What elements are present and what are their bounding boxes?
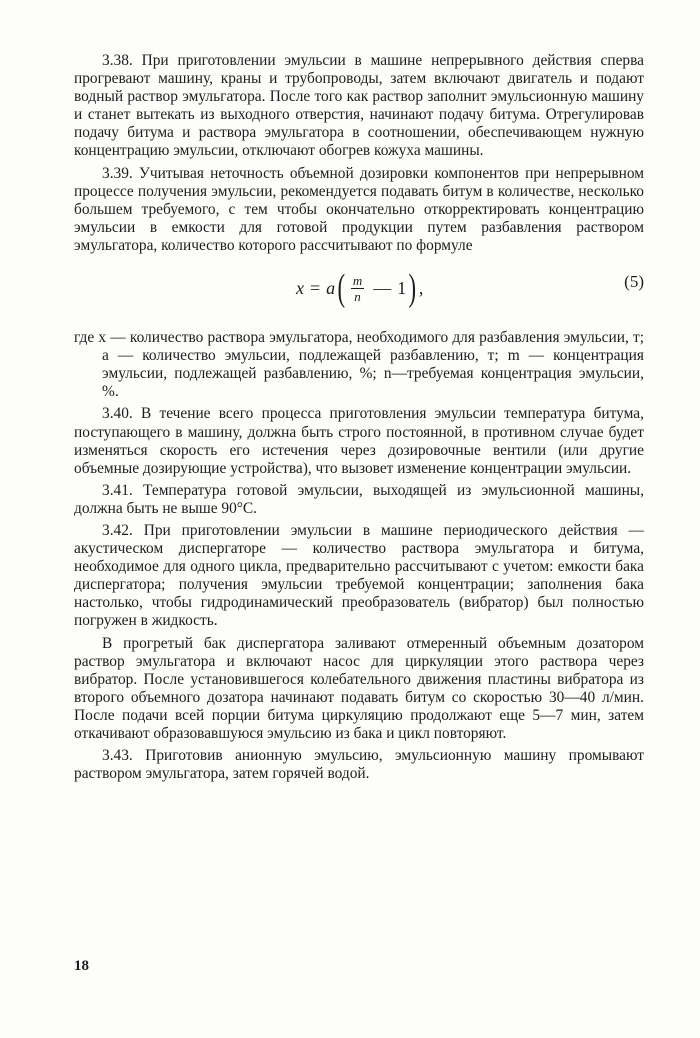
formula-legend: где x — количество раствора эмульгатора, необходимого для разбавления эмульсии, т; a — количество эмульсии, подлежащей разбавлению, т; m — концентрация эмульсии, подлежащей разбавлению, %; n—требуемая концентрация эмульсии, %. <box>74 329 644 401</box>
body-text <box>74 52 644 787</box>
formula-right-paren: ) <box>408 267 417 310</box>
formula-a: a <box>326 277 336 298</box>
formula-equals: = <box>310 277 321 298</box>
paragraph-3-40: 3.40. В течение всего процесса приготовления эмульсии температура битума, поступающего в машину, должна быть строго постоянной, в противном случае будет изменяться скорость его истечения через дозировочные вентили (или другие объемные дозирующие устройства), что вызовет изменение концентрации эмульсии. <box>74 405 644 477</box>
paragraph-3-39: 3.39. Учитывая неточность объемной дозировки компонентов при непрерывном процессе получения эмульсии, рекомендуется подавать битум в количестве, несколько большем требуемого, с тем чтобы окончательно откорректировать концентрацию эмульсии в емкости для готовой продукции путем разбавления раствором эмульгатора, количество которого рассчитывают по формуле <box>74 164 644 254</box>
paragraph-3-38: 3.38. При приготовлении эмульсии в машине непрерывного действия сперва прогревают машину, краны и трубопроводы, затем включают двигатель и подают водный раствор эмульгатора. После того как раствор заполнит эмульсионную машину и станет вытекать из выходного отверстия, начинают подачу битума. Отрегулировав подачу битума и раствора эмульгатора в соотношении, обеспечивающем нужную концентрацию эмульсии, отключают обогрев кожуха машины. <box>74 52 644 160</box>
page-number: 18 <box>74 958 89 974</box>
formula-denominator: n <box>354 288 361 304</box>
formula-comma: , <box>418 277 424 298</box>
formula-lhs: x <box>296 277 304 298</box>
formula-one: 1 <box>397 277 407 298</box>
formula-row <box>74 261 644 319</box>
formula-minus: — <box>373 277 392 298</box>
paragraph-3-42: 3.42. При приготовлении эмульсии в машине периодического действия — акустическом диспергаторе — количество раствора эмульгатора и битума, необходимое для одного цикла, предварительно рассчитывают с учетом: емкости бака диспергатора; получения эмульсии требуемой концентрации; заполнения бака настолько, чтобы гидродинамический преобразователь (вибратор) был полностью погружен в жидкость. <box>74 521 644 630</box>
formula-fraction <box>351 273 364 304</box>
paragraph-3-43: 3.43. Приготовив анионную эмульсию, эмульсионную машину промывают раствором эмульгатора, затем горячей водой. <box>74 747 644 783</box>
formula-left-paren: ( <box>337 267 346 310</box>
paragraph-3-42-continued: В прогретый бак диспергатора заливают отмеренный объемным дозатором раствор эмульгатора и включают насос для циркуляции этого раствора через вибратор. После установившегося колебательного движения пластины вибратора из второго объемного дозатора начинают подавать битум со скоростью 30—40 л/мин. После подачи всей порции битума циркуляцию продолжают еще 5—7 мин, затем откачивают образовавшуюся эмульсию из бака и цикл повторяют. <box>74 634 644 742</box>
formula-5 <box>296 267 424 310</box>
formula-numerator: m <box>352 272 363 288</box>
paragraph-3-41: 3.41. Температура готовой эмульсии, выходящей из эмульсионной машины, должна быть не выше 90°С. <box>74 481 644 517</box>
formula-number: (5) <box>624 272 644 292</box>
